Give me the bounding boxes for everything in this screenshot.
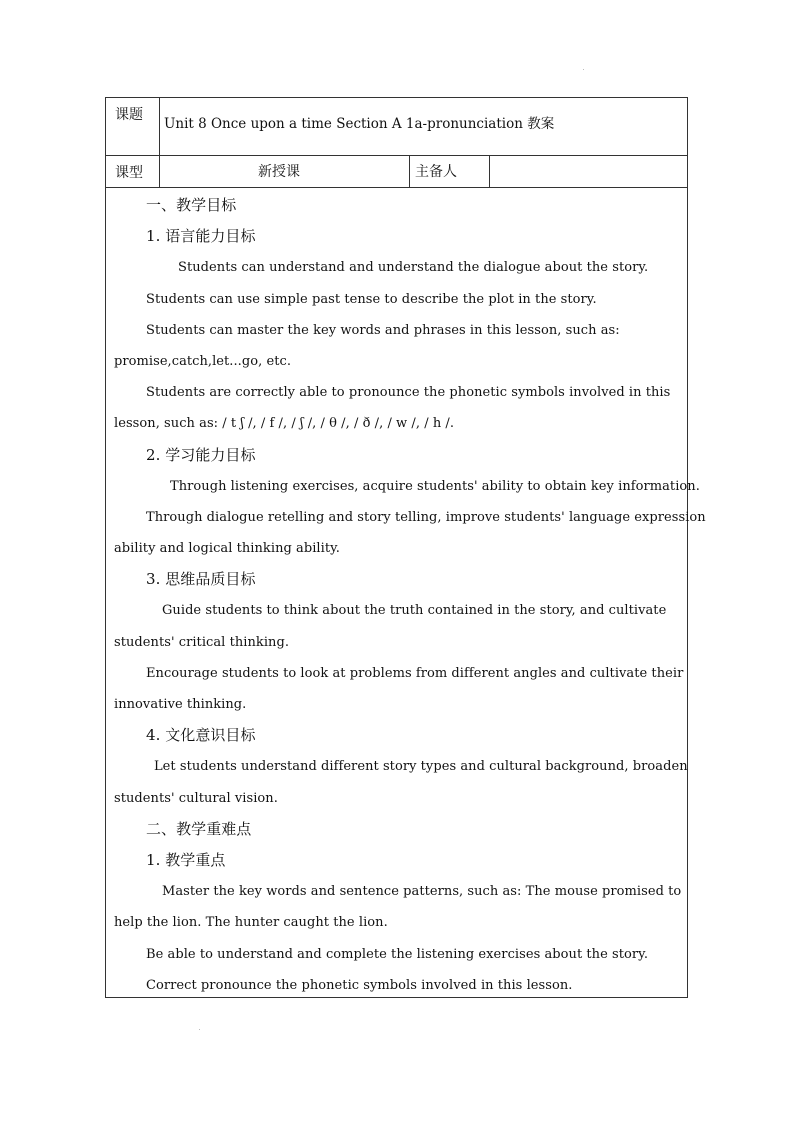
paragraph-line: Guide students to think about the truth contained in the story, and cultivate xyxy=(162,603,667,619)
section-heading: 3. 思维品质目标 xyxy=(146,570,256,589)
section-heading: 4. 文化意识目标 xyxy=(146,726,256,745)
column-divider xyxy=(409,156,410,187)
lesson-type-value: 新授课 xyxy=(258,164,300,180)
paragraph-line: innovative thinking. xyxy=(114,697,247,712)
paragraph-line: Let students understand different story types and cultural background, broaden xyxy=(154,759,688,775)
scan-dot xyxy=(583,69,584,70)
paragraph-line: Students can master the key words and phrases in this lesson, such as: xyxy=(146,322,620,338)
lesson-plan-table xyxy=(105,97,706,998)
section-heading: 2. 学习能力目标 xyxy=(146,445,256,464)
paragraph-line: Through listening exercises, acquire students' ability to obtain key information. xyxy=(170,478,700,494)
teaching-objectives-content xyxy=(114,190,706,1001)
column-divider xyxy=(489,156,490,187)
preparer-label: 主备人 xyxy=(415,164,457,180)
column-divider xyxy=(159,98,160,187)
row-divider xyxy=(106,187,687,188)
paragraph-line: promise,catch,let...go, etc. xyxy=(114,353,292,369)
row-divider xyxy=(106,155,687,156)
topic-label: 课题 xyxy=(115,107,143,123)
paragraph-line: Students can understand and understand the dialogue about the story. xyxy=(178,260,649,276)
lesson-type-label: 课型 xyxy=(115,165,143,181)
paragraph-line: lesson, such as: / t ʃ /, / f /, / ʃ /, / θ /, / ð /, / w /, / h /. xyxy=(114,416,455,432)
paragraph-line: ability and logical thinking ability. xyxy=(114,541,340,557)
paragraph-line: Master the key words and sentence patterns, such as: The mouse promised to xyxy=(162,884,682,900)
topic-value: Unit 8 Once upon a time Section A 1a-pronunciation 教案 xyxy=(164,116,555,132)
paragraph-line: Students can use simple past tense to describe the plot in the story. xyxy=(146,291,597,307)
paragraph-line: Be able to understand and complete the listening exercises about the story. xyxy=(146,946,649,962)
scan-dot xyxy=(199,1029,200,1030)
section-heading: 二、教学重难点 xyxy=(146,819,252,838)
section-heading: 1. 语言能力目标 xyxy=(146,227,256,246)
paragraph-line: Correct pronounce the phonetic symbols involved in this lesson. xyxy=(146,977,573,993)
section-heading: 一、教学目标 xyxy=(146,196,237,214)
paragraph-line: students' critical thinking. xyxy=(114,634,290,650)
paragraph-line: help the lion. The hunter caught the lion. xyxy=(114,915,388,931)
paragraph-line: students' cultural vision. xyxy=(114,790,278,806)
section-heading: 1. 教学重点 xyxy=(146,850,226,869)
paragraph-line: Students are correctly able to pronounce the phonetic symbols involved in this xyxy=(146,385,671,401)
paragraph-line: Encourage students to look at problems from different angles and cultivate their xyxy=(146,665,684,681)
paragraph-line: Through dialogue retelling and story telling, improve students' language expression xyxy=(146,509,706,525)
